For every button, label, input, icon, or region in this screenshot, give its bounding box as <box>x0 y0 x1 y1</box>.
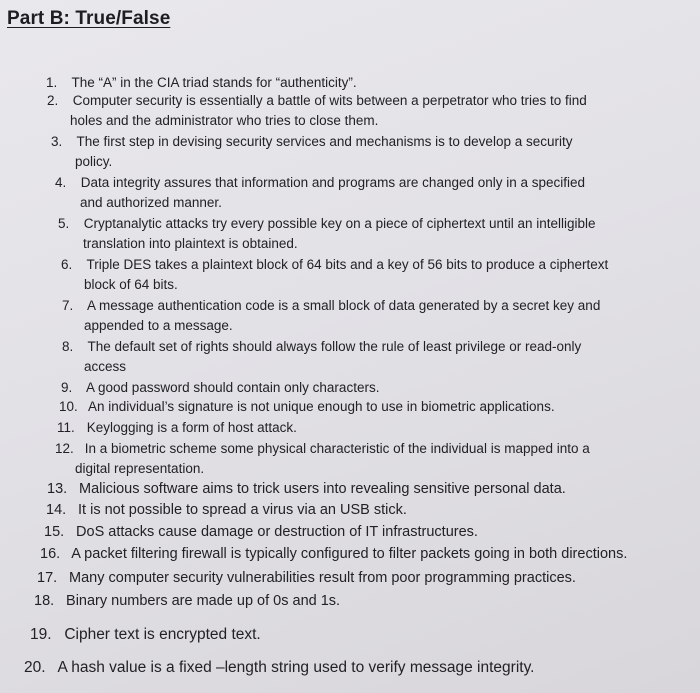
question-number: 6. <box>61 257 73 272</box>
question-number: 11. <box>57 420 75 435</box>
question-text: DoS attacks cause damage or destruction of IT infrastructures. <box>76 524 478 540</box>
question-number: 12. <box>55 441 74 456</box>
question-text: An individual’s signature is not unique enough to use in biometric applications. <box>88 399 555 414</box>
question-text: Many computer security vulnerabilities result from poor programming practices. <box>69 570 576 586</box>
question-text: Binary numbers are made up of 0s and 1s. <box>66 593 341 609</box>
question-2 <box>47 93 587 128</box>
question-number: 7. <box>62 298 74 313</box>
question-number: 19. <box>30 626 52 643</box>
question-1 <box>46 75 357 90</box>
question-7 <box>62 298 601 333</box>
question-text-continued: digital representation. <box>75 461 205 476</box>
question-text: A packet filtering firewall is typically configured to filter packets going in both directions. <box>71 546 628 562</box>
question-8 <box>62 339 582 374</box>
question-text: A good password should contain only characters. <box>86 380 380 395</box>
question-15 <box>44 525 478 540</box>
question-text: Cipher text is encrypted text. <box>64 626 261 643</box>
question-5 <box>58 216 596 251</box>
question-text: In a biometric scheme some physical characteristic of the individual is mapped into a <box>84 441 590 456</box>
question-text-continued: access <box>84 359 127 374</box>
question-text-continued: appended to a message. <box>84 318 233 333</box>
question-16 <box>40 547 627 562</box>
question-number: 3. <box>51 134 63 149</box>
question-text-continued: translation into plaintext is obtained. <box>83 236 298 251</box>
question-12 <box>55 441 590 476</box>
question-text: Triple DES takes a plaintext block of 64 bits and a key of 56 bits to produce a ciphertext <box>86 257 609 272</box>
question-text: Data integrity assures that information and programs are changed only in a specified <box>80 175 586 190</box>
question-text: Malicious software aims to trick users into revealing sensitive personal data. <box>79 481 566 497</box>
question-18 <box>34 594 340 609</box>
question-text-continued: policy. <box>75 154 113 169</box>
question-text-continued: and authorized manner. <box>80 195 222 210</box>
question-text: It is not possible to spread a virus via an USB stick. <box>78 502 407 518</box>
question-number: 17. <box>37 570 58 586</box>
question-number: 1. <box>46 75 58 90</box>
question-10 <box>59 399 555 414</box>
question-number: 9. <box>61 380 73 395</box>
section-heading: Part B: True/False <box>7 8 171 29</box>
question-number: 15. <box>44 524 65 540</box>
question-9 <box>61 380 379 395</box>
question-number: 5. <box>58 216 70 231</box>
question-14 <box>46 503 407 518</box>
question-number: 20. <box>24 659 46 676</box>
question-4 <box>55 175 586 210</box>
question-number: 14. <box>46 502 67 518</box>
question-number: 8. <box>62 339 74 354</box>
question-3 <box>51 134 573 169</box>
question-11 <box>57 420 297 435</box>
question-text: The “A” in the CIA triad stands for “authenticity”. <box>71 75 357 90</box>
question-20 <box>24 660 534 675</box>
question-number: 4. <box>55 175 67 190</box>
question-text: The default set of rights should always follow the rule of least privilege or read-only <box>87 339 582 354</box>
question-text-continued: block of 64 bits. <box>84 277 178 292</box>
question-17 <box>37 571 576 586</box>
question-text: A message authentication code is a small block of data generated by a secret key and <box>87 298 601 313</box>
question-text: Cryptanalytic attacks try every possible key on a piece of ciphertext until an intelligible <box>83 216 596 231</box>
question-number: 2. <box>47 93 59 108</box>
question-13 <box>47 482 566 497</box>
question-text-continued: holes and the administrator who tries to close them. <box>70 113 379 128</box>
question-number: 13. <box>47 481 68 497</box>
question-6 <box>61 257 609 292</box>
question-text: The first step in devising security services and mechanisms is to develop a security <box>76 134 573 149</box>
question-number: 16. <box>40 546 61 562</box>
question-19 <box>30 627 261 642</box>
question-number: 18. <box>34 593 55 609</box>
question-text: A hash value is a fixed –length string used to verify message integrity. <box>57 659 535 676</box>
question-number: 10. <box>59 399 78 414</box>
question-text: Keylogging is a form of host attack. <box>86 420 297 435</box>
question-text: Computer security is essentially a battle of wits between a perpetrator who tries to find <box>72 93 587 108</box>
